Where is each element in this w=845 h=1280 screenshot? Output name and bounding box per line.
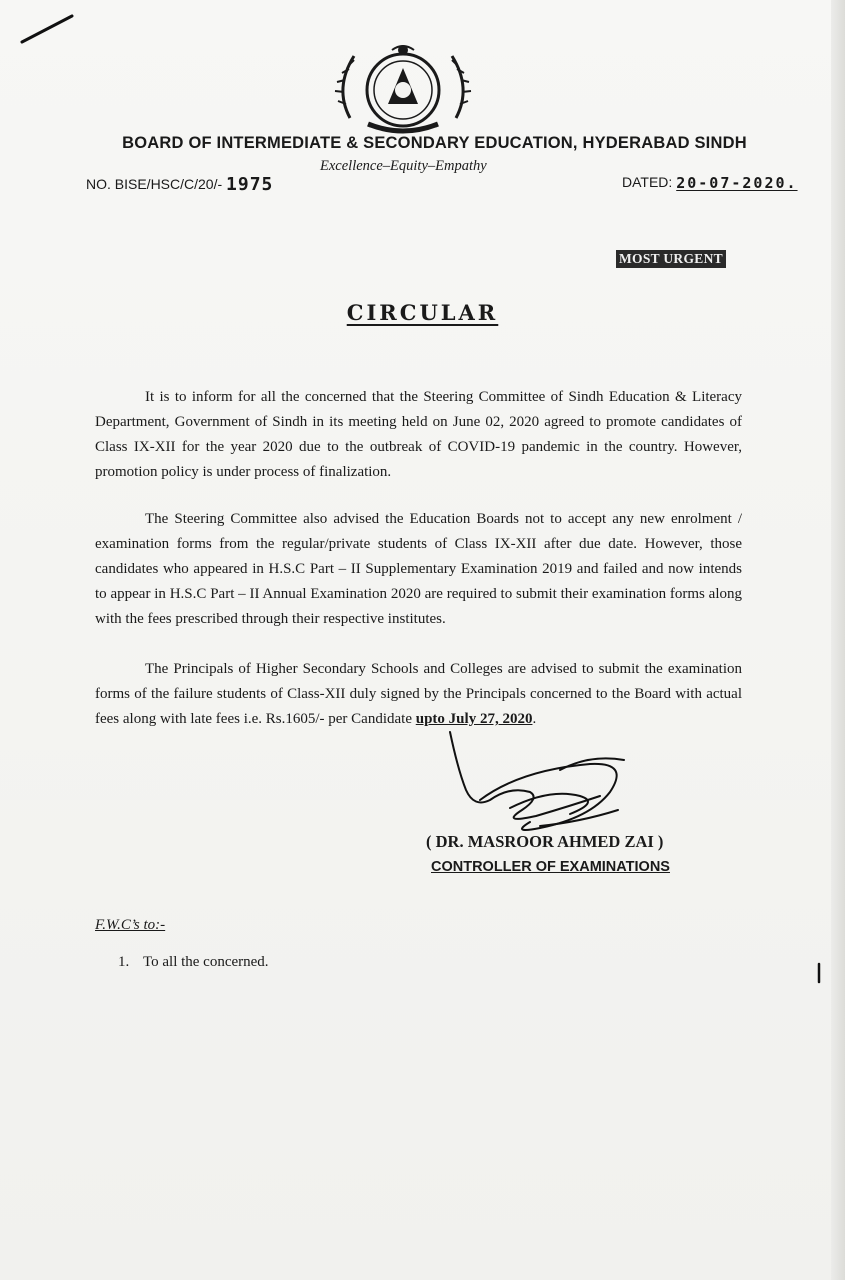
- paragraph-3-text: The Principals of Higher Secondary Schools and Colleges are advised to submit the examination forms of the failure students of Class-XII duly signed by the Principals concerned to the Board with actual fees along with late fees i.e. Rs.1605/- per Candidate: [95, 661, 742, 727]
- board-name-heading: BOARD OF INTERMEDIATE & SECONDARY EDUCATION, HYDERABAD SINDH: [122, 134, 747, 152]
- dated-label: DATED:: [622, 174, 673, 190]
- board-emblem-logo: [328, 38, 478, 138]
- body-paragraph-2: The Steering Committee also advised the Education Boards not to accept any new enrolment / examination forms from the regular/private students of Class IX-XII after due date. However, those candidates who appeared in H.S.C Part – II Supplementary Examination 2019 and failed and now intends to appear in H.S.C Part – II Annual Examination 2020 are required to submit their examination forms along with the fees prescribed through their respective institutes.: [95, 511, 742, 627]
- document-date: [622, 174, 798, 192]
- list-item: [118, 954, 269, 971]
- handwritten-signature: [440, 730, 640, 840]
- submission-deadline: upto July 27, 2020: [415, 711, 533, 727]
- body-paragraph-1: It is to inform for all the concerned that the Steering Committee of Sindh Education & Literacy Department, Government of Sindh in its meeting held on June 02, 2020 agreed to promote candidates of Class IX-XII for the year 2020 due to the outbreak of COVID-19 pandemic in the country. However, promotion policy is under process of finalization.: [95, 389, 742, 480]
- fwc-list: [118, 954, 269, 971]
- reference-handwritten-number: 1975: [226, 174, 274, 195]
- body-paragraph-3: [95, 657, 742, 732]
- margin-pen-mark: [815, 962, 823, 986]
- dated-value: 20-07-2020.: [676, 174, 798, 192]
- list-item-number: 1.: [118, 954, 130, 970]
- signatory-title: CONTROLLER OF EXAMINATIONS: [431, 859, 670, 875]
- board-motto: Excellence–Equity–Empathy: [320, 158, 487, 174]
- fwc-heading: F.W.C’s to:-: [95, 917, 166, 933]
- most-urgent-stamp: MOST URGENT: [616, 250, 726, 268]
- paragraph-3-end: .: [532, 711, 537, 727]
- pen-stroke-mark: [18, 10, 78, 50]
- reference-number: [86, 174, 273, 195]
- list-item-text: To all the concerned.: [143, 954, 269, 970]
- signatory-name: ( DR. MASROOR AHMED ZAI ): [426, 832, 664, 851]
- reference-prefix: NO. BISE/HSC/C/20/-: [86, 176, 223, 192]
- page-edge-shadow: [831, 0, 845, 1280]
- circular-title: CIRCULAR: [346, 300, 499, 325]
